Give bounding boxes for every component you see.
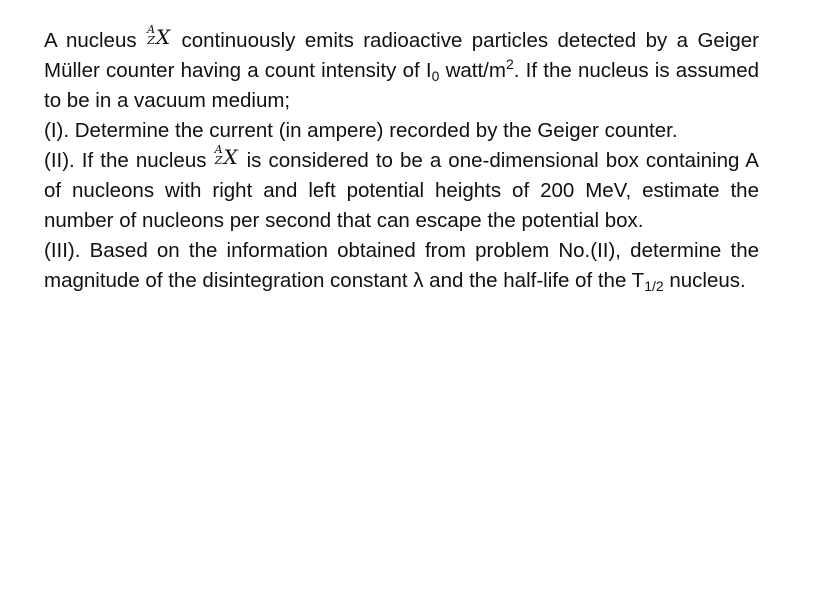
question-2 bbox=[44, 143, 759, 236]
problem-text bbox=[44, 23, 759, 296]
intro-text-4: . If the nucleus is assumed to be in a vacuum medium; bbox=[44, 59, 759, 112]
question-3-text-2: nucleus. bbox=[663, 269, 746, 292]
atomic-number: Z bbox=[214, 154, 223, 167]
intro-paragraph bbox=[44, 23, 759, 116]
element-symbol: X bbox=[223, 145, 238, 169]
unit-superscript: 2 bbox=[505, 56, 514, 72]
element-symbol: X bbox=[156, 25, 171, 49]
question-2-text-1: (II). If the nucleus bbox=[44, 149, 207, 172]
question-1-text: (I). Determine the current (in ampere) recorded by the Geiger counter. bbox=[44, 119, 678, 142]
mass-number: A bbox=[214, 143, 223, 156]
nucleus-notation bbox=[214, 143, 240, 169]
nucleus-notation bbox=[146, 23, 172, 49]
intro-text-2: continuously emits radioactive particles detected by a Geiger Müller counter having a count intensity of I bbox=[44, 29, 759, 82]
intro-text-3: watt/m bbox=[439, 59, 506, 82]
mass-number: A bbox=[147, 23, 156, 36]
question-1 bbox=[44, 116, 759, 146]
question-2-text-2: is considered to be a one-dimensional box containing A of nucleons with right and left potential heights of 200 MeV, estimate the number of nucleons per second that can escape the potential box. bbox=[44, 149, 759, 232]
question-3-text-1: (III). Based on the information obtained from problem No.(II), determine the magnitude of the disintegration constant λ and the half-life of the T bbox=[44, 239, 759, 292]
atomic-number: Z bbox=[147, 34, 155, 47]
intro-text-1: A nucleus bbox=[44, 29, 137, 52]
question-3 bbox=[44, 236, 759, 296]
intensity-subscript: 0 bbox=[431, 68, 440, 84]
halflife-subscript: 1/2 bbox=[644, 278, 664, 294]
